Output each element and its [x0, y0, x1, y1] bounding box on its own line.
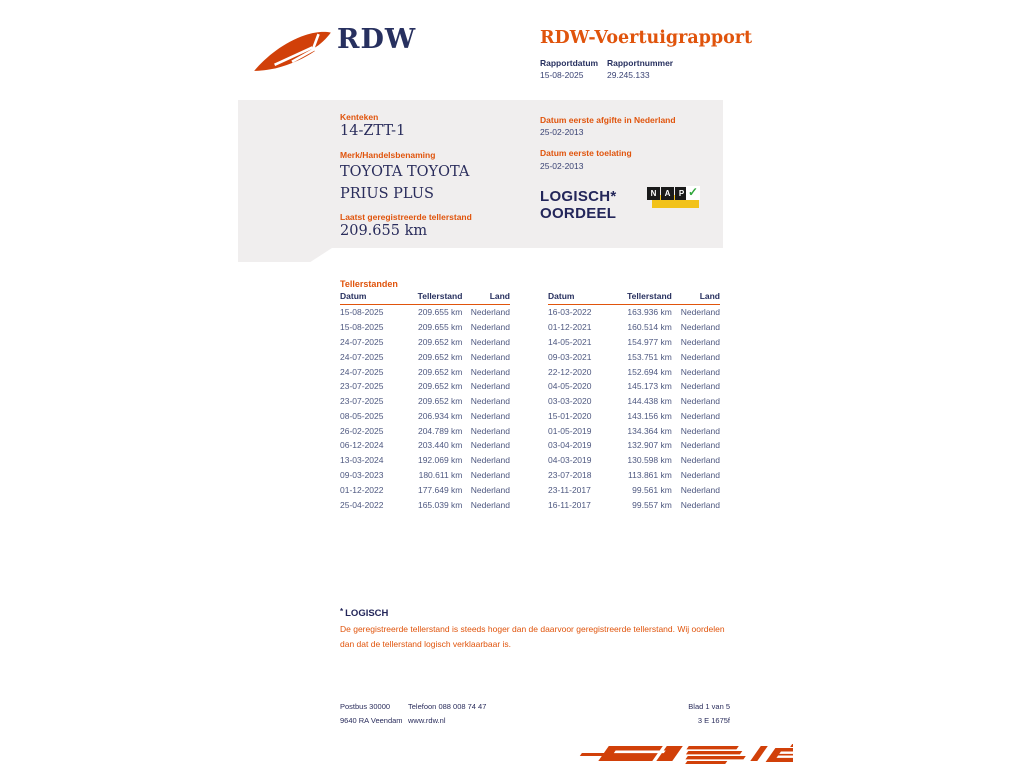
laatste-tellerstand-label: Laatst geregistreerde tellerstand	[340, 212, 472, 222]
row-tellerstand: 113.861 km	[628, 469, 672, 480]
row-land: Nederland	[680, 381, 720, 392]
footer-phone: Telefoon 088 008 74 47	[408, 702, 487, 711]
nap-check-icon: ✓	[687, 185, 699, 199]
row-land: Nederland	[470, 336, 510, 347]
row-tellerstand: 160.514 km	[627, 322, 672, 333]
col-header-tellerstand: Tellerstand	[615, 291, 672, 305]
row-tellerstand: 209.652 km	[417, 396, 463, 407]
col-header-datum: Datum	[340, 291, 406, 305]
row-date: 24-07-2025	[340, 351, 384, 362]
table-row	[340, 482, 510, 497]
row-tellerstand: 99.557 km	[632, 499, 672, 510]
row-tellerstand: 143.156 km	[627, 410, 672, 421]
row-tellerstand: 134.364 km	[627, 425, 672, 436]
row-date: 24-07-2025	[340, 336, 384, 347]
row-land: Nederland	[680, 440, 720, 451]
row-date: 03-04-2019	[548, 440, 592, 451]
row-land: Nederland	[680, 455, 720, 466]
row-land: Nederland	[680, 469, 720, 480]
row-land: Nederland	[470, 351, 510, 362]
row-tellerstand: 209.652 km	[417, 351, 463, 362]
row-date: 23-07-2025	[340, 381, 384, 392]
row-date: 03-03-2020	[548, 396, 592, 407]
footer-deco-stripes-icon	[543, 740, 793, 767]
table-row	[548, 438, 720, 453]
row-tellerstand: 153.751 km	[627, 351, 672, 362]
col-header-datum: Datum	[548, 291, 615, 305]
table-row	[340, 423, 510, 438]
merk-label: Merk/Handelsbenaming	[340, 150, 436, 160]
row-land: Nederland	[470, 425, 510, 436]
row-tellerstand: 206.934 km	[417, 410, 463, 421]
eerste-toelating-label: Datum eerste toelating	[540, 148, 632, 158]
row-tellerstand: 163.936 km	[627, 307, 672, 318]
table-row	[548, 335, 720, 350]
row-tellerstand: 132.907 km	[627, 440, 672, 451]
row-date: 09-03-2023	[340, 469, 384, 480]
row-tellerstand: 209.652 km	[417, 366, 463, 377]
nap-letter-p: P	[675, 187, 688, 200]
row-land: Nederland	[470, 396, 510, 407]
nap-letter-n: N	[647, 187, 660, 200]
row-land: Nederland	[680, 322, 720, 333]
row-tellerstand: 130.598 km	[627, 455, 672, 466]
row-tellerstand: 165.039 km	[417, 499, 463, 510]
table-row	[340, 468, 510, 483]
logisch-note-title: * LOGISCH	[340, 607, 389, 619]
col-header-land: Land	[462, 291, 510, 305]
row-land: Nederland	[470, 410, 510, 421]
table-row	[548, 349, 720, 364]
rdw-logo-wordmark: RDW	[337, 24, 417, 55]
table-row	[340, 379, 510, 394]
row-tellerstand: 177.649 km	[417, 484, 463, 495]
kenteken-label: Kenteken	[340, 112, 379, 122]
table-row	[548, 320, 720, 335]
col-header-land: Land	[672, 291, 720, 305]
row-date: 01-05-2019	[548, 425, 592, 436]
row-tellerstand: 152.694 km	[627, 366, 672, 377]
row-land: Nederland	[680, 499, 720, 510]
summary-box-tail	[238, 248, 332, 262]
report-number-label: Rapportnummer	[607, 58, 674, 68]
table-row	[548, 482, 720, 497]
table-row	[340, 364, 510, 379]
table-row	[340, 394, 510, 409]
table-row	[340, 453, 510, 468]
table-row	[548, 379, 720, 394]
logisch-note-text: De geregistreerde tellerstand is steeds hoger dan de daarvoor geregistreerde tellerstand. Wij oordelen dan dat de tellerstand logisch verklaarbaar is.	[340, 624, 725, 649]
row-date: 24-07-2025	[340, 366, 384, 377]
row-date: 15-01-2020	[548, 410, 592, 421]
row-date: 08-05-2025	[340, 410, 384, 421]
report-date-value: 15-08-2025	[540, 70, 584, 80]
row-date: 23-07-2018	[548, 469, 592, 480]
row-tellerstand: 203.440 km	[417, 440, 463, 451]
row-tellerstand: 209.652 km	[417, 336, 463, 347]
row-tellerstand: 209.655 km	[417, 307, 463, 318]
row-land: Nederland	[470, 499, 510, 510]
row-land: Nederland	[470, 484, 510, 495]
nap-logo	[647, 184, 701, 211]
row-tellerstand: 99.561 km	[632, 484, 672, 495]
row-land: Nederland	[470, 455, 510, 466]
row-date: 06-12-2024	[340, 440, 384, 451]
row-tellerstand: 209.655 km	[417, 322, 463, 333]
row-date: 14-05-2021	[548, 336, 592, 347]
row-land: Nederland	[470, 322, 510, 333]
report-date-label: Rapportdatum	[540, 58, 599, 68]
row-date: 04-03-2019	[548, 455, 592, 466]
row-date: 23-11-2017	[548, 484, 591, 495]
table-row	[340, 497, 510, 512]
row-date: 25-04-2022	[340, 499, 384, 510]
footer-postbus: Postbus 30000	[340, 702, 391, 711]
row-date: 15-08-2025	[340, 322, 384, 333]
row-land: Nederland	[680, 336, 720, 347]
eerste-afgifte-label: Datum eerste afgifte in Nederland	[540, 115, 676, 125]
tellerstanden-table-left	[340, 291, 510, 512]
row-date: 15-08-2025	[340, 307, 384, 318]
asterisk: *	[340, 607, 344, 616]
report-title: RDW-Voertuigrapport	[540, 28, 753, 48]
row-land: Nederland	[680, 425, 720, 436]
row-land: Nederland	[470, 381, 510, 392]
footer-form-code: 3 E 1675f	[697, 716, 730, 725]
oordeel-line1: LOGISCH*	[540, 188, 617, 205]
footer-plaats: 9640 RA Veendam	[340, 716, 403, 725]
table-row	[548, 305, 720, 320]
row-land: Nederland	[680, 410, 720, 421]
eerste-afgifte-value: 25-02-2013	[540, 127, 584, 137]
nap-letter-a: A	[661, 187, 674, 200]
table-row	[548, 497, 720, 512]
table-row	[548, 394, 720, 409]
tellerstanden-table-right	[548, 291, 720, 512]
row-date: 16-11-2017	[548, 499, 591, 510]
row-land: Nederland	[680, 307, 720, 318]
table-row	[340, 335, 510, 350]
row-date: 09-03-2021	[548, 351, 592, 362]
table-row	[548, 453, 720, 468]
row-land: Nederland	[680, 484, 720, 495]
oordeel-verdict	[540, 188, 617, 222]
row-land: Nederland	[470, 440, 510, 451]
table-row	[548, 408, 720, 423]
row-date: 23-07-2025	[340, 396, 384, 407]
eerste-toelating-value: 25-02-2013	[540, 161, 584, 171]
tellerstanden-title: Tellerstanden	[340, 279, 398, 289]
footer-page-number: Blad 1 van 5	[688, 702, 730, 711]
row-date: 26-02-2025	[340, 425, 384, 436]
table-row	[548, 423, 720, 438]
table-row	[340, 438, 510, 453]
laatste-tellerstand-value: 209.655 km	[340, 223, 428, 239]
col-header-tellerstand: Tellerstand	[406, 291, 462, 305]
row-land: Nederland	[470, 366, 510, 377]
table-row	[340, 408, 510, 423]
row-date: 22-12-2020	[548, 366, 592, 377]
row-date: 01-12-2022	[340, 484, 384, 495]
row-land: Nederland	[470, 469, 510, 480]
row-date: 04-05-2020	[548, 381, 592, 392]
merk-value: TOYOTA TOYOTA PRIUS PLUS	[340, 164, 470, 202]
row-tellerstand: 192.069 km	[417, 455, 463, 466]
row-tellerstand: 145.173 km	[627, 381, 672, 392]
row-date: 13-03-2024	[340, 455, 384, 466]
row-land: Nederland	[680, 351, 720, 362]
report-number-value: 29.245.133	[607, 70, 650, 80]
table-row	[340, 305, 510, 320]
table-row	[548, 364, 720, 379]
row-tellerstand: 144.438 km	[627, 396, 672, 407]
table-row	[548, 468, 720, 483]
row-land: Nederland	[470, 307, 510, 318]
footer-website: www.rdw.nl	[408, 716, 446, 725]
table-row	[340, 349, 510, 364]
row-tellerstand: 204.789 km	[417, 425, 463, 436]
row-date: 01-12-2021	[548, 322, 592, 333]
row-land: Nederland	[680, 366, 720, 377]
table-header-row	[340, 291, 510, 305]
rdw-feather-logo-icon	[252, 28, 334, 74]
table-row	[340, 320, 510, 335]
row-date: 16-03-2022	[548, 307, 592, 318]
row-tellerstand: 154.977 km	[627, 336, 672, 347]
table-header-row	[548, 291, 720, 305]
row-tellerstand: 209.652 km	[417, 381, 463, 392]
kenteken-value: 14-ZTT-1	[340, 123, 406, 139]
oordeel-line2: OORDEEL	[540, 205, 617, 222]
row-tellerstand: 180.611 km	[418, 469, 463, 480]
row-land: Nederland	[680, 396, 720, 407]
